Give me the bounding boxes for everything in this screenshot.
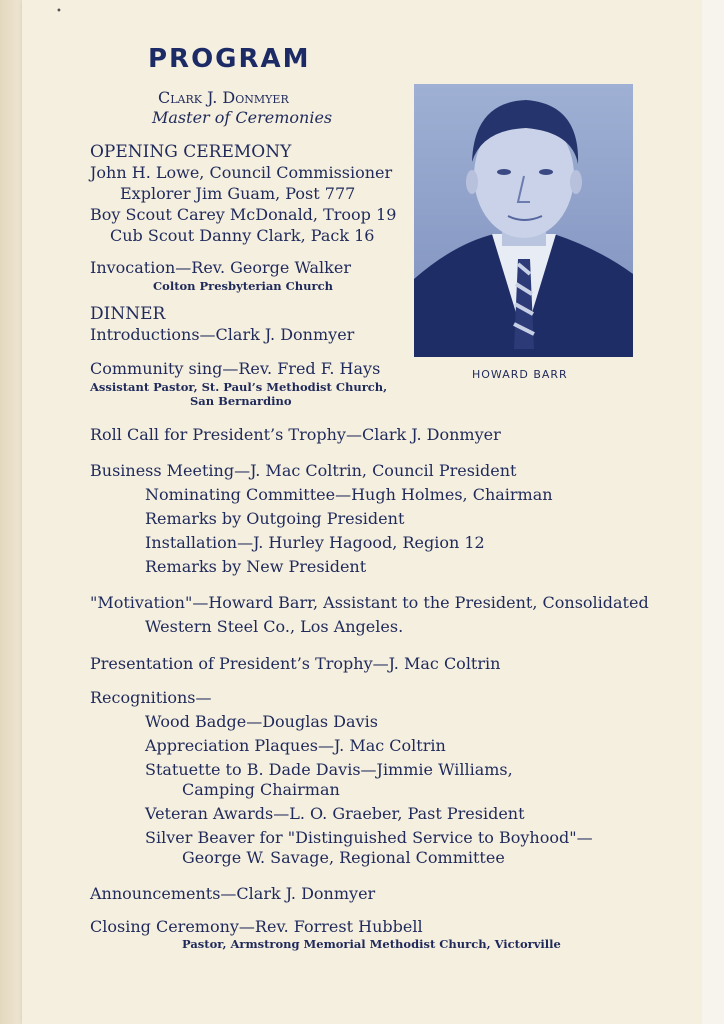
master-name: Clark J. Donmyer xyxy=(158,88,289,107)
motivation: "Motivation"—Howard Barr, Assistant to the President, Consolidated xyxy=(90,593,649,612)
master-role: Master of Ceremonies xyxy=(152,108,333,127)
presentation: Presentation of President’s Trophy—J. Mac Coltrin xyxy=(90,654,501,673)
recognitions-heading: Recognitions— xyxy=(90,688,212,707)
recognition-item: Appreciation Plaques—J. Mac Coltrin xyxy=(145,736,446,755)
introductions: Introductions—Clark J. Donmyer xyxy=(90,325,355,344)
page-title: PROGRAM xyxy=(148,44,311,74)
howard-barr-photo xyxy=(414,84,633,357)
page-binding-edge xyxy=(0,0,22,1024)
business-item: Installation—J. Hurley Hagood, Region 12 xyxy=(145,533,485,552)
community-note: Assistant Pastor, St. Paul’s Methodist Church, xyxy=(90,380,388,394)
recognition-item: Veteran Awards—L. O. Graeber, Past President xyxy=(145,804,525,823)
business-item: Nominating Committee—Hugh Holmes, Chairman xyxy=(145,485,553,504)
opening-heading: OPENING CEREMONY xyxy=(90,142,292,162)
business-item: Remarks by New President xyxy=(145,557,367,576)
community-sing: Community sing—Rev. Fred F. Hays xyxy=(90,359,381,378)
motivation-continued: Western Steel Co., Los Angeles. xyxy=(145,617,404,636)
opening-line: Explorer Jim Guam, Post 777 xyxy=(120,184,356,203)
dinner-heading: DINNER xyxy=(90,304,166,324)
recognition-item: George W. Savage, Regional Committee xyxy=(182,848,505,867)
announcements: Announcements—Clark J. Donmyer xyxy=(90,884,376,903)
recognition-item: Silver Beaver for "Distinguished Service to Boyhood"— xyxy=(145,828,593,847)
roll-call: Roll Call for President’s Trophy—Clark J. Donmyer xyxy=(90,425,501,444)
invocation: Invocation—Rev. George Walker xyxy=(90,258,351,277)
opening-line: Boy Scout Carey McDonald, Troop 19 xyxy=(90,205,397,224)
corner-mark: • xyxy=(56,6,62,17)
closing-ceremony: Closing Ceremony—Rev. Forrest Hubbell xyxy=(90,917,423,936)
business-item: Remarks by Outgoing President xyxy=(145,509,405,528)
opening-line: Cub Scout Danny Clark, Pack 16 xyxy=(110,226,375,245)
recognition-item: Statuette to B. Dade Davis—Jimmie Williams, xyxy=(145,760,513,779)
page-right-edge xyxy=(702,0,724,1024)
opening-line: John H. Lowe, Council Commissioner xyxy=(90,163,393,182)
recognition-item: Wood Badge—Douglas Davis xyxy=(145,712,378,731)
community-note: San Bernardino xyxy=(190,394,292,408)
business-meeting: Business Meeting—J. Mac Coltrin, Council President xyxy=(90,461,517,480)
portrait-image xyxy=(414,84,633,357)
photo-caption: HOWARD BARR xyxy=(472,368,568,381)
invocation-note: Colton Presbyterian Church xyxy=(153,279,333,293)
closing-note: Pastor, Armstrong Memorial Methodist Church, Victorville xyxy=(182,937,561,951)
recognition-item: Camping Chairman xyxy=(182,780,340,799)
